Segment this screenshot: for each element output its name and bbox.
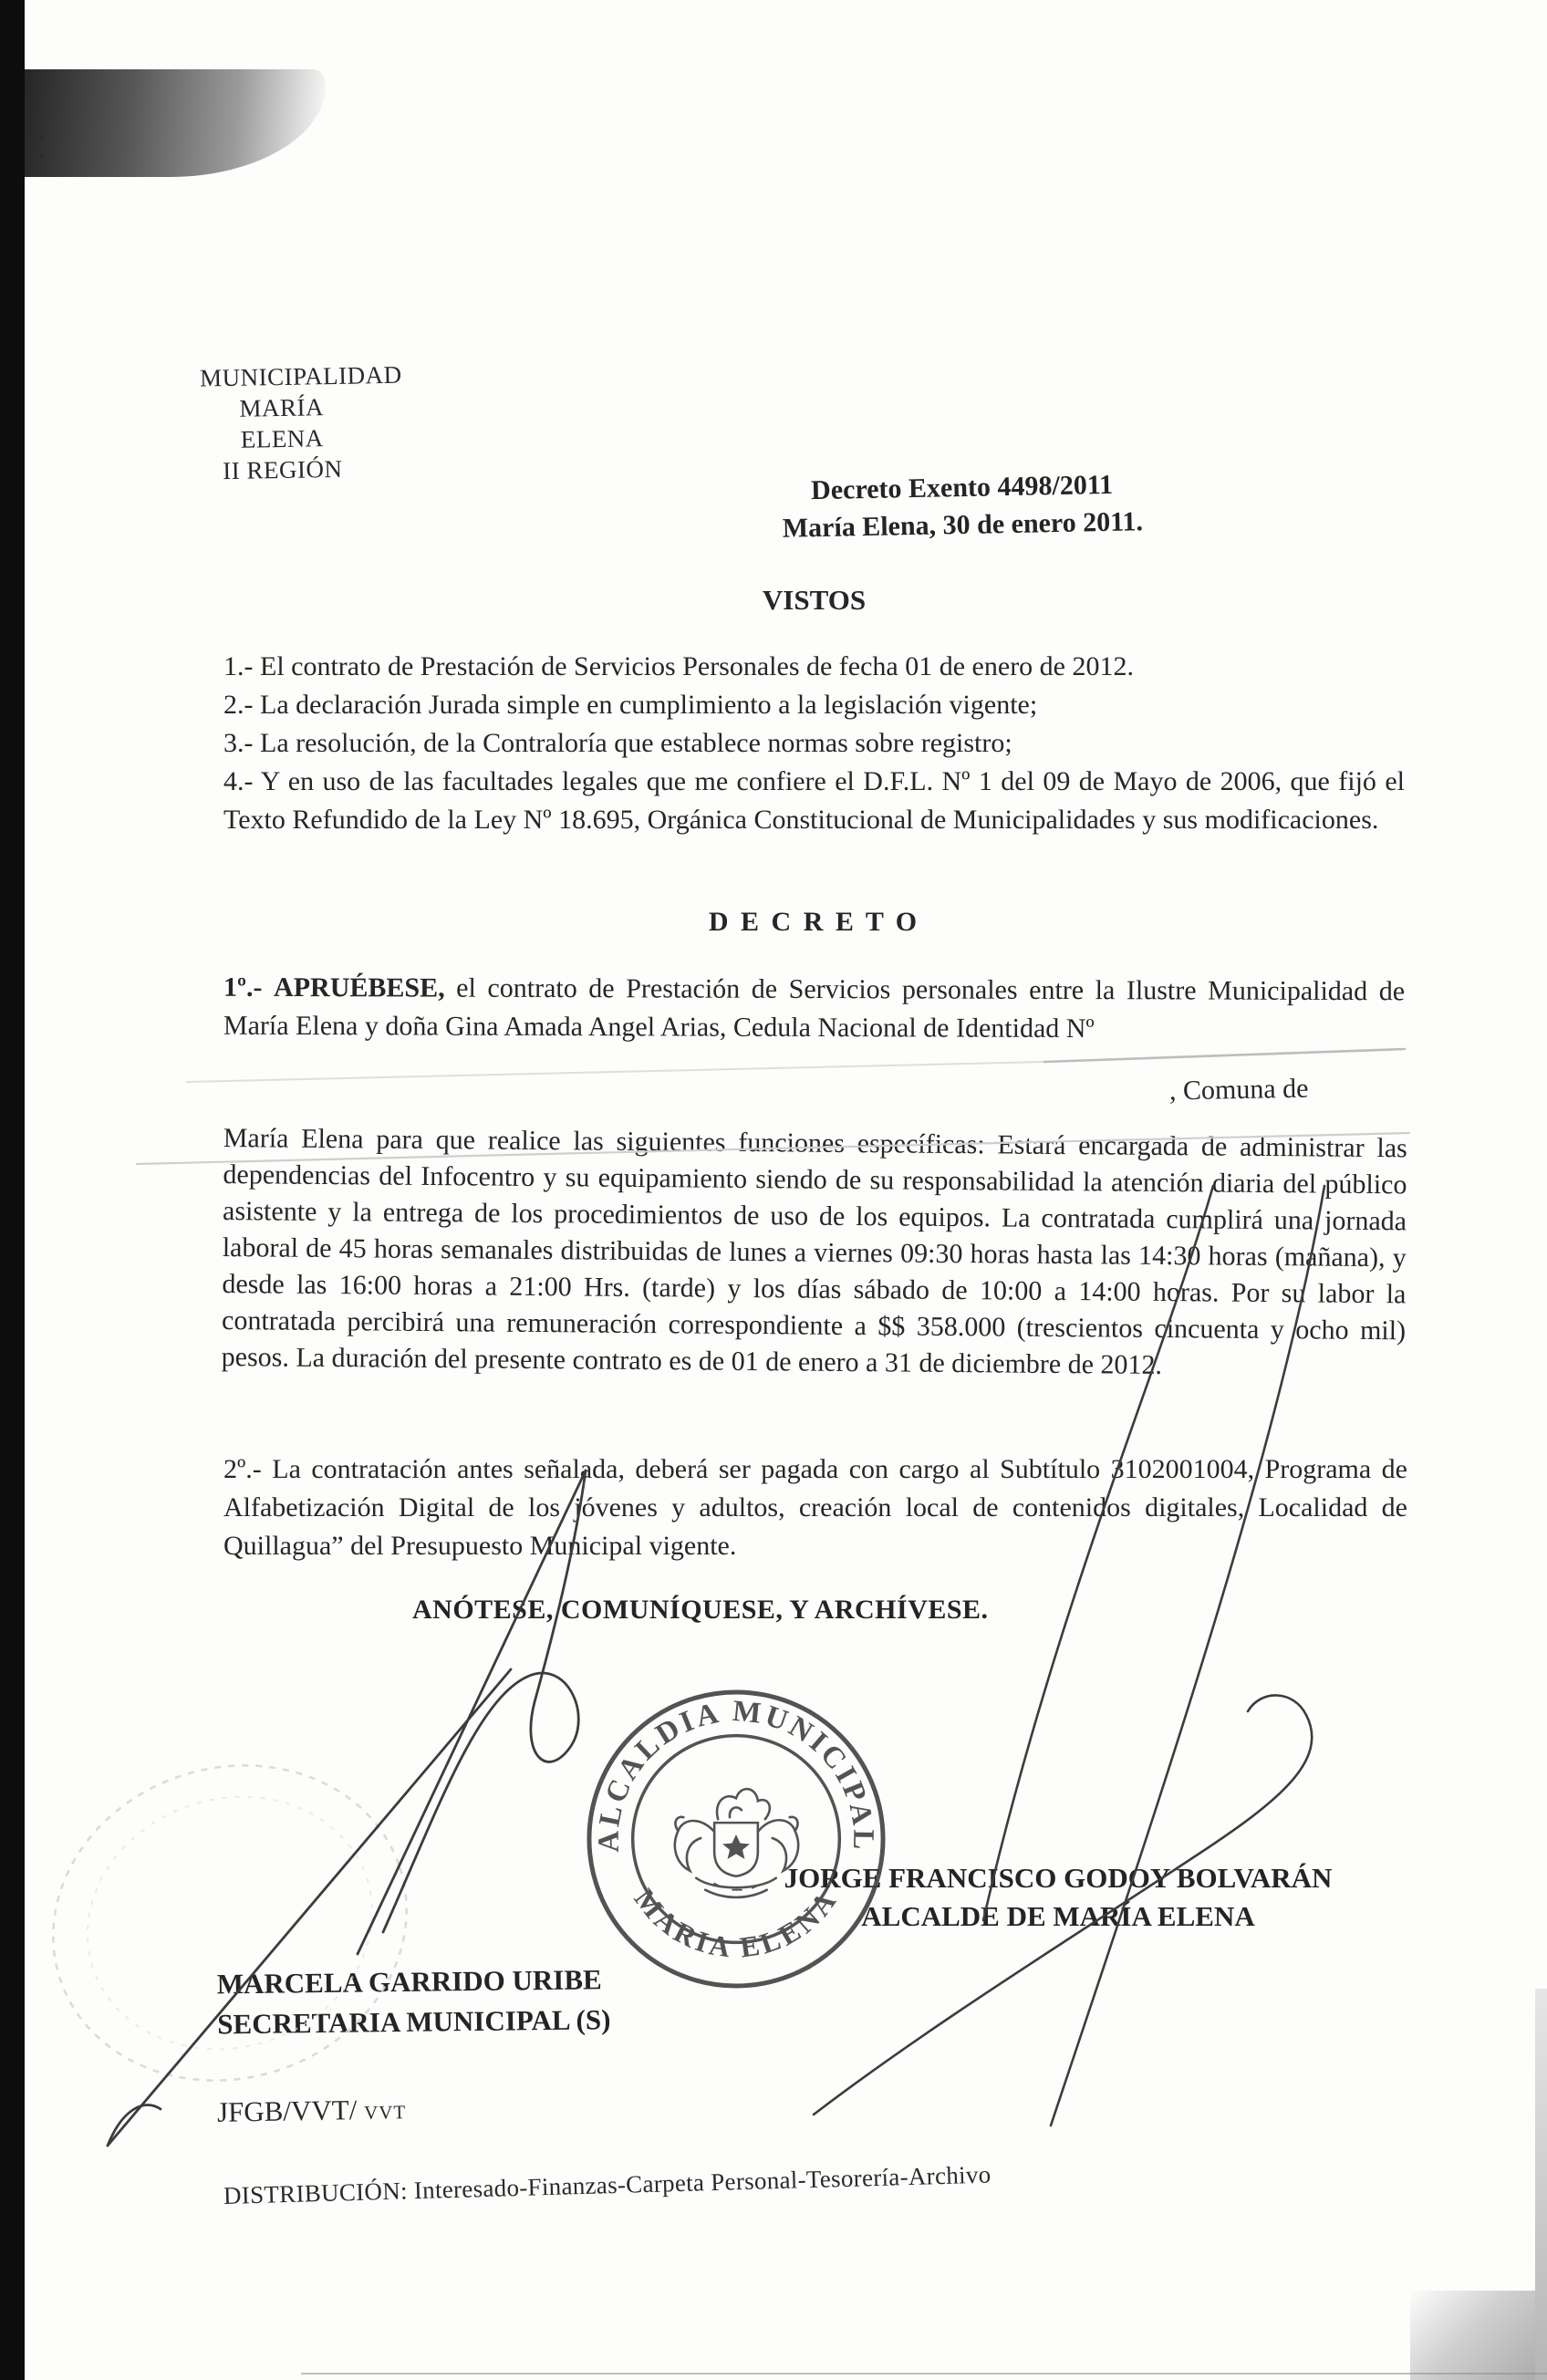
secretary-name: MARCELA GARRIDO URIBE (216, 1963, 602, 2001)
initials-small: VVT (363, 2101, 407, 2124)
letterhead-line: MUNICIPALIDAD (199, 360, 402, 392)
scan-right-edge (1535, 1989, 1547, 2380)
typist-initials (217, 2093, 407, 2129)
secretary-title: SECRETARIA MUNICIPAL (S) (217, 2003, 611, 2041)
article-1-body: María Elena para que realice las siguientes funciones específicas: Estará encargada de administrar las dependencias del Infocentro y su equipamiento siendo de su responsabilidad la atención diaria del público asistente y la entrega de los procedimientos de uso de los equipos. La contratada cumplirá una jornada laboral de 45 horas semanales distribuidas de lunes a viernes 09:30 horas hasta las 14:30 horas (mañana), y desde las 16:00 horas a 21:00 Hrs. (tarde) y los días sábado de 10:00 a 14:00 horas. Por su labor la contratada percibirá una remuneración correspondiente a $$ 358.000 (trescientos cincuenta y ocho mil) pesos. La duración del presente contrato es de 01 de enero a 31 de diciembre de 2012. (221, 1122, 1407, 1380)
article-1-after-redaction: , Comuna de (1168, 1073, 1309, 1107)
vistos-item: 1.- El contrato de Prestación de Servicios Personales de fecha 01 de enero de 2012. (223, 651, 1134, 681)
mayor-title: ALCALDE DE MARÍA ELENA (861, 1900, 1255, 1932)
scan-speck (38, 135, 44, 140)
article-2-body: La contratación antes señalada, deberá ser pagada con cargo al Subtítulo 3102001004, Programa de Alfabetización Digital de los jóvenes y adultos, creación local de contenidos digitales, Localidad de Quillagua” del Presupuesto Municipal vigente. (223, 1454, 1407, 1561)
letterhead (199, 359, 402, 486)
scan-speck (39, 153, 44, 158)
decree-header (765, 465, 1158, 547)
article-1-intro-text: el contrato de Prestación de Servicios personales entre la Ilustre Municipalidad de María Elena y doña Gina Amada Angel Arias, Cedula Nacional de Identidad Nº (223, 972, 1406, 1044)
scan-shadow-blob (25, 69, 326, 177)
vistos-item: 3.- La resolución, de la Contraloría que establece normas sobre registro; (223, 728, 1012, 758)
coat-of-arms-icon (675, 1789, 798, 1897)
vistos-item: 4.- Y en uso de las facultades legales que me confiere el D.F.L. Nº 1 del 09 de Mayo de 2006, que fijó el Texto Refundido de la Ley Nº 18.695, Orgánica Constitucional de Municipalidades y sus modificaciones. (223, 766, 1405, 835)
article-1-keyword: APRUÉBESE, (274, 972, 445, 1003)
decreto-heading: D E C R E T O (708, 907, 920, 937)
secretary-signature-stroke (108, 1471, 586, 2146)
seal-top-text: ALCALDIA MUNICIPAL (592, 1694, 880, 1854)
distribution-line: DISTRIBUCIÓN: Interesado-Finanzas-Carpeta Personal-Tesorería-Archivo (223, 2160, 992, 2209)
article-2 (223, 1450, 1407, 1565)
scan-corner-shade (1410, 2291, 1547, 2380)
scan-speck (35, 102, 39, 107)
article-1-number: 1º.- (223, 972, 263, 1003)
letterhead-line: MARÍA ELENA (239, 393, 325, 453)
initials-main: JFGB/VVT/ (216, 2094, 358, 2128)
vistos-item: 2.- La declaración Jurada simple en cumplimiento a la legislación vigente; (223, 690, 1038, 720)
ghost-stamp (12, 1720, 448, 2125)
decree-number: Decreto Exento 4498/2011 (810, 469, 1114, 506)
scan-left-edge (0, 0, 25, 2380)
mayor-name: JORGE FRANCISCO GODOY BOLVARÁN (784, 1862, 1333, 1894)
decree-place-date: María Elena, 30 de enero 2011. (782, 506, 1144, 544)
closing-formula: ANÓTESE, COMUNÍQUESE, Y ARCHÍVESE. (412, 1595, 989, 1625)
letterhead-line: II REGIÓN (223, 454, 343, 485)
vistos-heading: VISTOS (762, 584, 867, 616)
vistos-list (223, 648, 1405, 839)
scan-bottom-line (301, 2373, 1547, 2375)
article-1-intro (223, 969, 1405, 1050)
seal-bottom-text: MARIA ELENA (628, 1882, 845, 1964)
article-2-number: 2º.- (223, 1454, 262, 1484)
municipal-seal (582, 1685, 890, 1993)
